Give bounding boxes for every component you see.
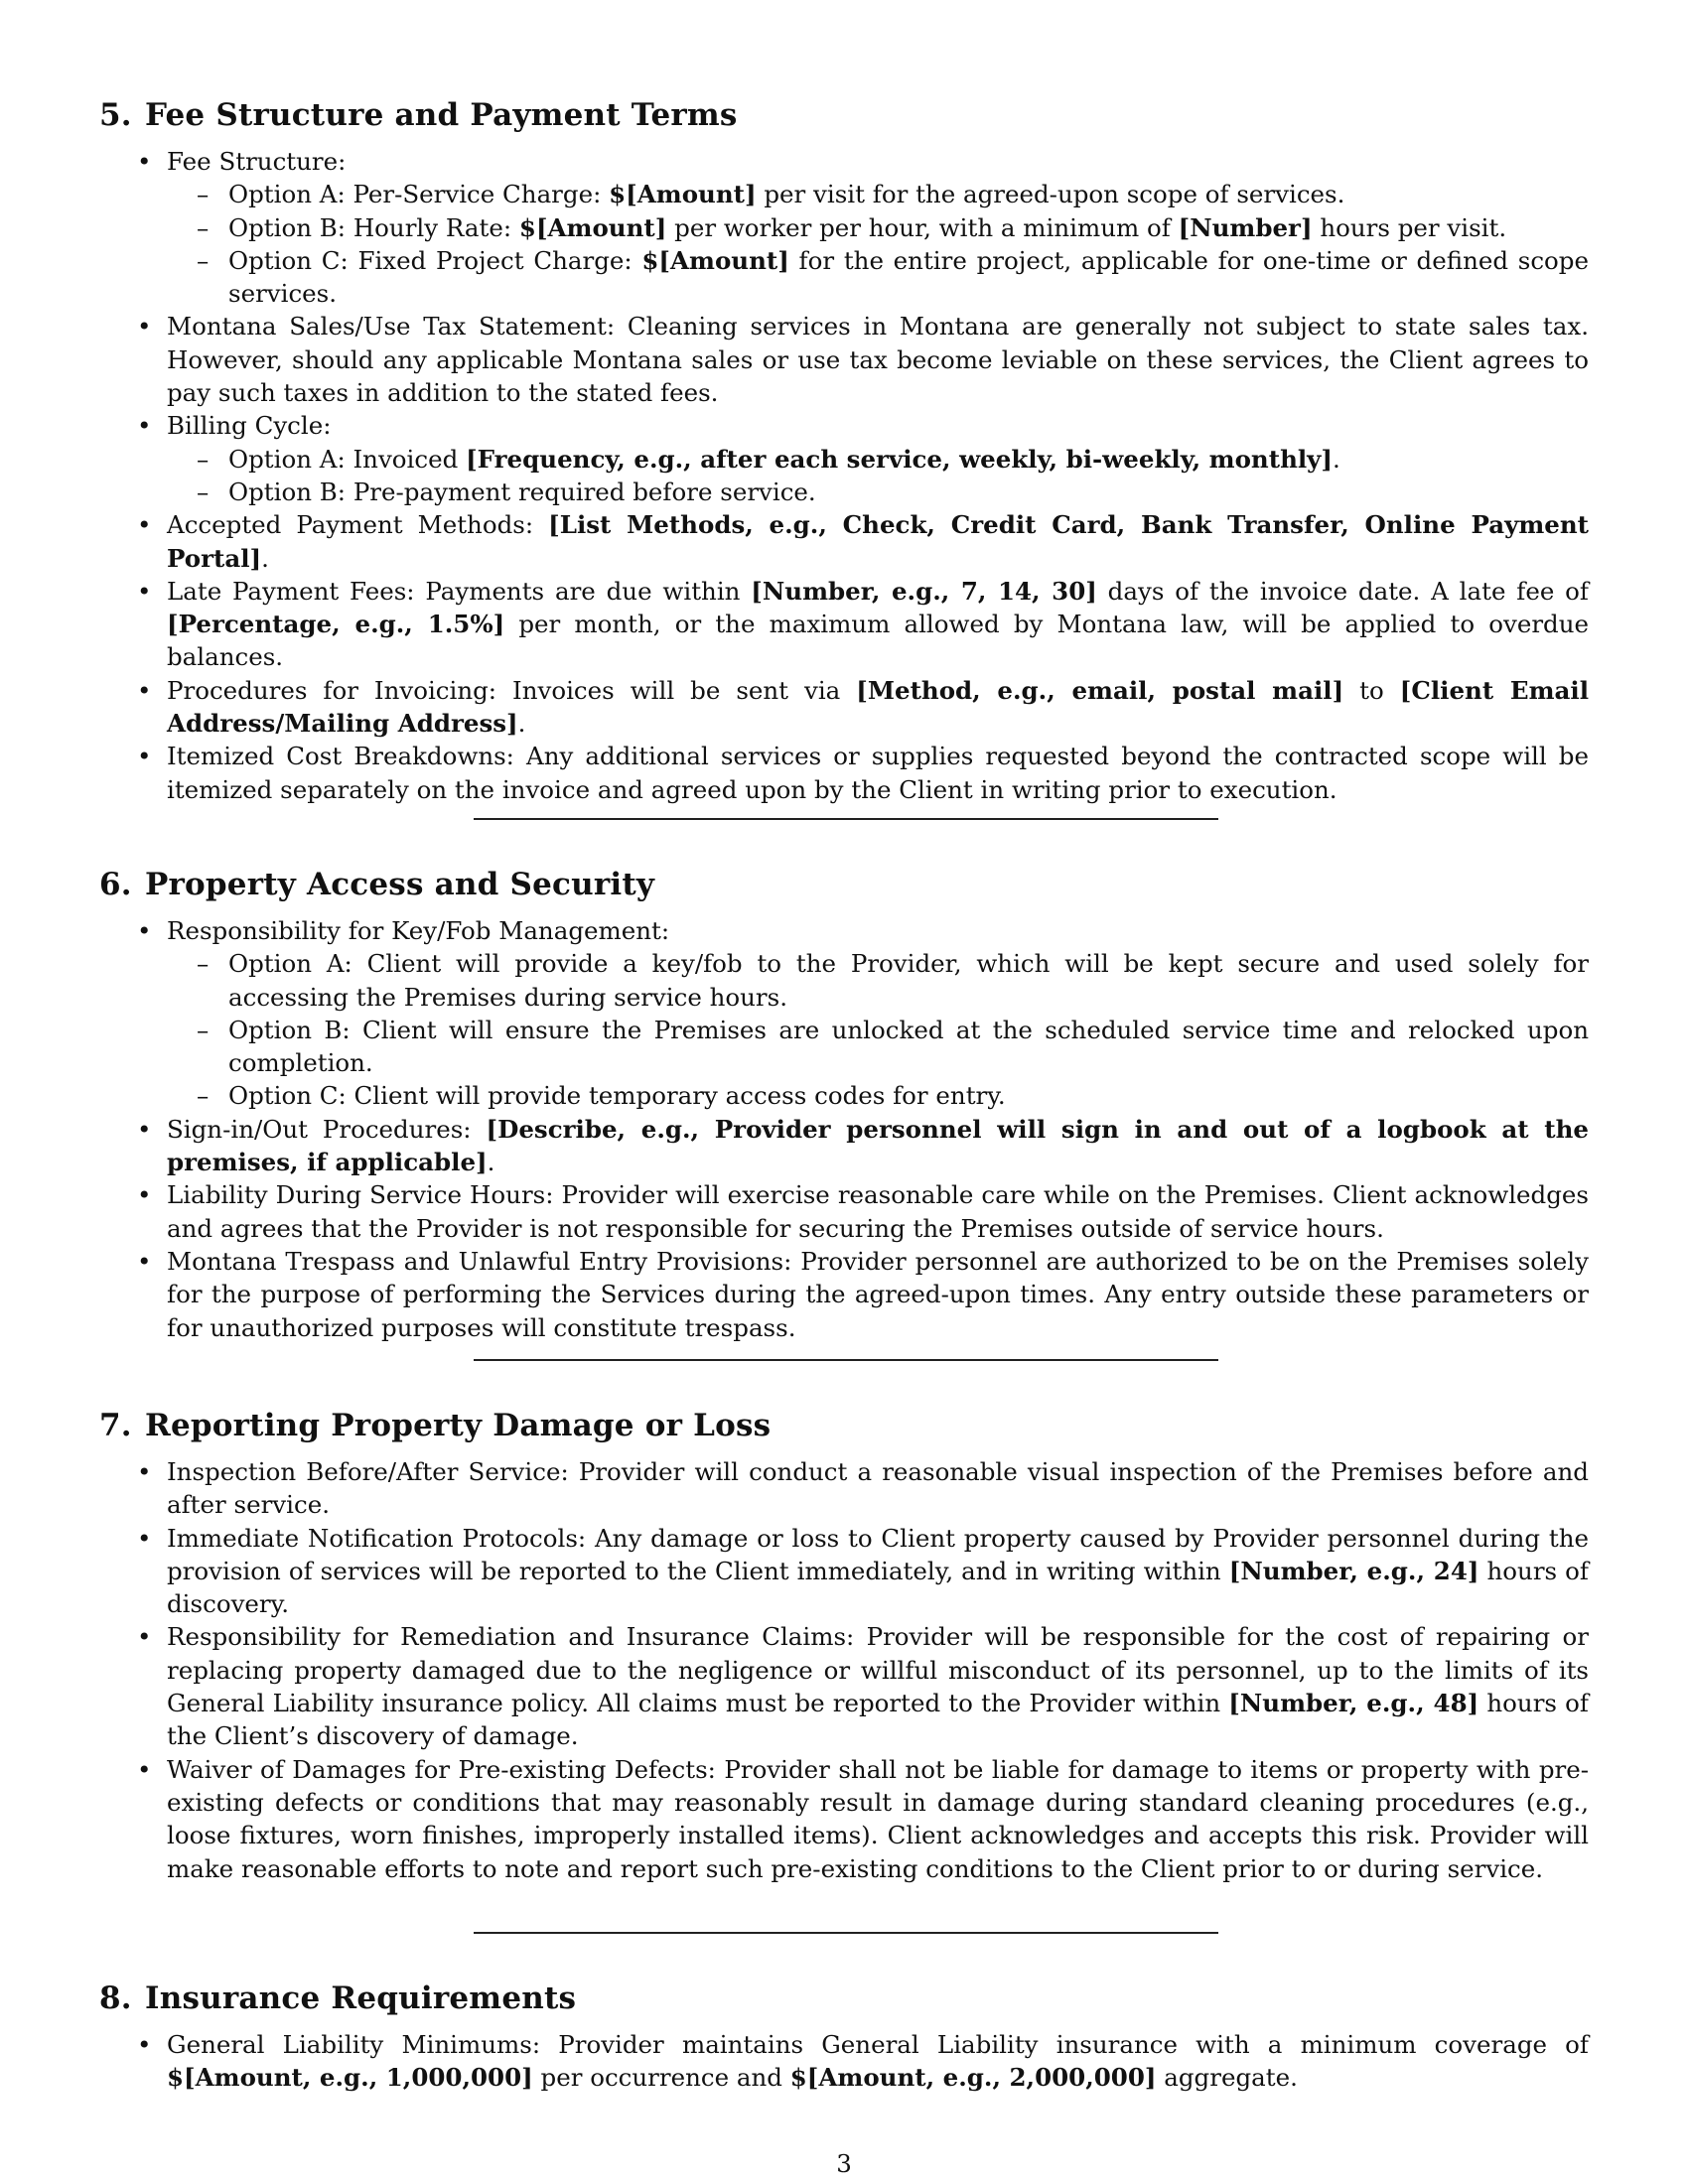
sub-list-item: – Option A: Per-Service Charge: $[Amount] per visit for the agreed-upon scope of services. <box>167 178 1589 210</box>
section-7-list <box>99 1455 1589 1885</box>
section-number: 5. <box>99 97 132 133</box>
placeholder-field: [Method, e.g., email, postal mail] <box>856 675 1344 705</box>
list-item: • Itemized Cost Breakdowns: Any additional services or supplies requested beyond the contracted scope will be itemized separately on the invoice and agreed upon by the Client in writing prior to execution. <box>99 740 1589 806</box>
placeholder-field: $[Amount] <box>641 245 789 275</box>
section-divider <box>474 1359 1218 1361</box>
placeholder-field: $[Amount, e.g., 1,000,000] <box>167 2063 533 2093</box>
section-5-list <box>99 145 1589 806</box>
sub-list-item: – Option C: Client will provide temporary access codes for entry. <box>167 1079 1589 1112</box>
section-7 <box>99 1406 1589 1885</box>
section-title: Property Access and Security <box>145 867 655 902</box>
section-title: Insurance Requirements <box>145 1980 577 2016</box>
placeholder-field: [List Methods, e.g., Check, Credit Card, Bank Transfer, Online Payment Portal] <box>167 510 1589 573</box>
section-title: Reporting Property Damage or Loss <box>145 1408 772 1443</box>
section-6 <box>99 865 1589 1344</box>
list-item: • General Liability Minimums: Provider maintains General Liability insurance with a minimum coverage of $[Amount, e.g., 1,000,000] per occurrence and $[Amount, e.g., 2,000,000] aggregate. <box>99 2028 1589 2095</box>
list-item: • Late Payment Fees: Payments are due within [Number, e.g., 7, 14, 30] days of the invoice date. A late fee of [Percentage, e.g., 1.5%] per month, or the maximum allowed by Montana law, will be applied to overdue balances. <box>99 575 1589 674</box>
section-8 <box>99 1979 1589 2095</box>
list-item: • Liability During Service Hours: Provider will exercise reasonable care while on the Premises. Client acknowledges and agrees that the Provider is not responsible for securing the Premises outside of service hours. <box>99 1178 1589 1245</box>
item-text: Fee Structure: <box>167 147 347 176</box>
list-item: • Waiver of Damages for Pre-existing Defects: Provider shall not be liable for damage to items or property with pre-existing defects or conditions that may reasonably result in damage during standard cleaning procedures (e.g., loose fixtures, worn finishes, improperly installed items). Client acknowledges and accepts this risk. Provider will make reasonable efforts to note and report such pre-existing conditions to the Client prior to or during service. <box>99 1753 1589 1885</box>
placeholder-field: $[Amount, e.g., 2,000,000] <box>789 2063 1157 2093</box>
section-heading <box>99 1406 1589 1445</box>
list-item <box>99 145 1589 310</box>
section-title: Fee Structure and Payment Terms <box>145 97 738 133</box>
placeholder-field: [Frequency, e.g., after each service, weekly, bi-weekly, monthly] <box>466 444 1334 474</box>
list-item: • Accepted Payment Methods: [List Methods, e.g., Check, Credit Card, Bank Transfer, Online Payment Portal]. <box>99 508 1589 575</box>
list-item: • Immediate Notification Protocols: Any damage or loss to Client property caused by Provider personnel during the provision of services will be reported to the Client immediately, and in writing within [Number, e.g., 24] hours of discovery. <box>99 1522 1589 1621</box>
section-number: 7. <box>99 1408 132 1443</box>
sub-list-item: – Option A: Client will provide a key/fob to the Provider, which will be kept secure and used solely for accessing the Premises during service hours. <box>167 947 1589 1014</box>
placeholder-field: [Number] <box>1178 212 1313 242</box>
sub-list-item: – Option B: Hourly Rate: $[Amount] per worker per hour, with a minimum of [Number] hours per visit. <box>167 211 1589 244</box>
section-heading <box>99 95 1589 135</box>
list-item: • Sign-in/Out Procedures: [Describe, e.g., Provider personnel will sign in and out of a logbook at the premises, if applicable]. <box>99 1113 1589 1179</box>
placeholder-field: [Percentage, e.g., 1.5%] <box>167 610 505 639</box>
placeholder-field: [Number, e.g., 24] <box>1228 1556 1479 1585</box>
item-text: Responsibility for Key/Fob Management: <box>167 916 670 945</box>
section-number: 6. <box>99 867 132 902</box>
section-divider <box>474 818 1218 820</box>
placeholder-field: [Describe, e.g., Provider personnel will sign in and out of a logbook at the premises, if applicable] <box>167 1114 1589 1177</box>
section-8-list <box>99 2028 1589 2095</box>
list-item: • Montana Trespass and Unlawful Entry Provisions: Provider personnel are authorized to be on the Premises solely for the purpose of performing the Services during the agreed-upon times. Any entry outside these parameters or for unauthorized purposes will constitute trespass. <box>99 1245 1589 1344</box>
sub-list-item: – Option A: Invoiced [Frequency, e.g., after each service, weekly, bi-weekly, monthly]. <box>167 443 1589 476</box>
placeholder-field: $[Amount] <box>609 180 757 209</box>
list-item <box>99 914 1589 1113</box>
section-divider <box>474 1932 1218 1934</box>
list-item: • Responsibility for Remediation and Insurance Claims: Provider will be responsible for the cost of repairing or replacing property damaged due to the negligence or willful misconduct of its personnel, up to the limits of its General Liability insurance policy. All claims must be reported to the Provider within [Number, e.g., 48] hours of the Client’s discovery of damage. <box>99 1620 1589 1752</box>
sub-list-item: – Option B: Pre-payment required before service. <box>167 476 1589 508</box>
list-item: • Montana Sales/Use Tax Statement: Cleaning services in Montana are generally not subject to state sales tax. However, should any applicable Montana sales or use tax become leviable on these services, the Client agrees to pay such taxes in addition to the stated fees. <box>99 310 1589 409</box>
section-5 <box>99 95 1589 806</box>
list-item: • Procedures for Invoicing: Invoices will be sent via [Method, e.g., email, postal mail] to [Client Email Address/Mailing Address]. <box>99 674 1589 741</box>
item-text: Billing Cycle: <box>167 411 332 441</box>
placeholder-field: $[Amount] <box>518 212 667 242</box>
section-6-list <box>99 914 1589 1344</box>
section-number: 8. <box>99 1980 132 2016</box>
list-item <box>99 409 1589 508</box>
section-heading <box>99 1979 1589 2018</box>
sub-list <box>167 178 1589 310</box>
list-item: • Inspection Before/After Service: Provider will conduct a reasonable visual inspection of the Premises before and after service. <box>99 1455 1589 1522</box>
sub-list <box>167 947 1589 1112</box>
sub-list-item: – Option C: Fixed Project Charge: $[Amount] for the entire project, applicable for one-time or defined scope services. <box>167 244 1589 311</box>
section-heading <box>99 865 1589 904</box>
placeholder-field: [Client Email Address/Mailing Address] <box>167 675 1589 739</box>
sub-list <box>167 443 1589 509</box>
placeholder-field: [Number, e.g., 7, 14, 30] <box>751 576 1097 606</box>
page-number: 3 <box>836 2149 852 2178</box>
sub-list-item: – Option B: Client will ensure the Premises are unlocked at the scheduled service time and relocked upon completion. <box>167 1014 1589 1080</box>
placeholder-field: [Number, e.g., 48] <box>1228 1689 1479 1718</box>
